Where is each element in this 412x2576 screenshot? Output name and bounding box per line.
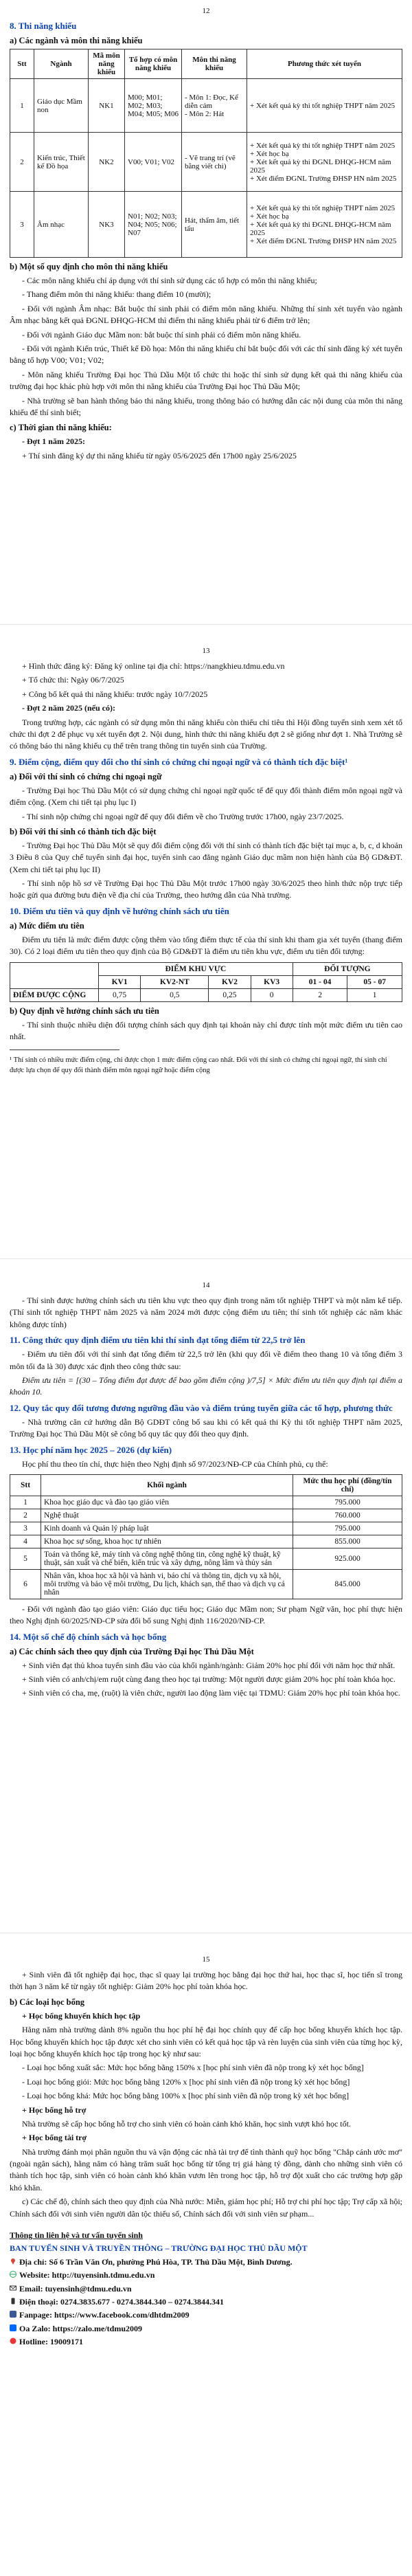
paragraph: + Hình thức đăng ký: Đăng ký online tại địa chỉ: https://nangkhieu.tdmu.edu.vn — [22, 661, 285, 671]
subsection-heading: a) Các chính sách theo quy định của Trường Đại học Thủ Dầu Một — [10, 1646, 254, 1656]
contact-fanpage[interactable]: Fanpage: https://www.facebook.com/dhtdm2009 — [10, 2309, 402, 2321]
table-cell: M00; M01; M02; M03; M04; M05; M06 — [125, 79, 182, 133]
table-cell: Nghệ thuật — [41, 1509, 293, 1522]
paragraph: - Trường Đại học Thủ Dầu Một có sử dụng chứng chỉ ngoại ngữ quốc tế để quy đổi thành điểm môn ngoại ngữ và điểm cộng. (Xem chi tiết tại phụ lục I) — [10, 785, 402, 808]
table-cell: 925.000 — [293, 1548, 402, 1569]
table-cell: NK2 — [89, 133, 125, 192]
paragraph: + Sinh viên có cha, mẹ, (ruột) là viên chức, người lao động làm việc tại TDMU: Giảm 20% học phí toàn khóa học. — [22, 1688, 400, 1698]
table-cell: + Xét kết quả kỳ thi tốt nghiệp THPT năm 2025 + Xét học bạ + Xét kết quả kỳ thi ĐGNL ĐHQG-HCM năm 2025 + Xét điểm ĐGNL Trường ĐHSP HN năm 2025 — [247, 133, 402, 192]
table-row — [10, 1509, 402, 1522]
table-cell: NK3 — [89, 192, 125, 258]
page-15 — [0, 1948, 412, 2570]
table-row — [10, 1548, 402, 1569]
subsection-heading: b) Đối với thí sinh có thành tích đặc biệt — [10, 826, 157, 836]
table-row — [10, 133, 402, 192]
table-cell: Kinh doanh và Quản lý pháp luật — [41, 1522, 293, 1535]
table-cell: V00; V01; V02 — [125, 133, 182, 192]
table-header: Môn thi năng khiếu — [182, 49, 247, 79]
table-cell: 0,5 — [141, 988, 209, 1001]
table-cell: 3 — [10, 1522, 41, 1535]
location-icon — [10, 2256, 16, 2263]
paragraph: Trong trường hợp, các ngành có sử dụng môn thi năng khiếu còn thiếu chỉ tiêu thì Hội đồng tuyển sinh xem xét tổ chức thi đợt 2 để phục vụ xét tuyển đợt 2. Nội dung, hình thức thi năng khiếu đợt 2 sẽ giống như đợt 1. Nhà Trường sẽ có thông báo thi năng khiếu cụ thể trên trang thông tin tuyển sinh của Trường. — [10, 717, 402, 751]
paragraph: + Tổ chức thi: Ngày 06/7/2025 — [22, 675, 124, 685]
page-separator — [0, 1258, 412, 1274]
page-number: 15 — [202, 1955, 210, 1964]
paragraph: Điểm ưu tiên là mức điểm được cộng thêm vào tổng điểm thực tế của thí sinh khi tham gia xét tuyển (thang điểm 30). Có 2 loại điểm ưu tiên theo quy định của Bộ GD&ĐT là điểm ưu tiên khu vực, điểm ưu tiên đối tượng: — [10, 934, 402, 957]
section-heading: 8. Thi năng khiếu — [10, 21, 77, 31]
table-cell: ĐIỂM ĐƯỢC CỘNG — [10, 988, 99, 1001]
section-heading: 12. Quy tắc quy đổi tương đương ngưỡng đầu vào và điểm trúng tuyển giữa các tổ hợp, phương thức — [10, 1402, 393, 1413]
paragraph: - Loại học bổng khá: Mức học bổng bằng 100% x [học phí sinh viên đã nộp trong kỳ xét học bổng] — [22, 2091, 350, 2101]
table-cell: 2 — [293, 988, 347, 1001]
page-13 — [0, 640, 412, 1258]
table-row — [10, 962, 402, 975]
table-cell — [10, 962, 99, 988]
subsection-heading: a) Đối với thí sinh có chứng chỉ ngoại ngữ — [10, 771, 162, 781]
footnote: ¹ Thí sinh có nhiều mức điểm cộng, chỉ được chọn 1 mức điểm cộng cao nhất. Đối với thí sinh có chứng chỉ ngoại ngữ, thí sinh chỉ được lựa chọn để quy đổi thành điểm môn ngoại ngữ hoặc điểm cộng — [10, 1056, 387, 1074]
table-cell: 2 — [10, 133, 34, 192]
paragraph: - Trường Đại học Thủ Dầu Một sẽ quy đổi điểm cộng đối với thí sinh có thành tích đặc biệt tại mục a, b, c, d khoản 3 Điều 8 của Quy chế tuyển sinh đại học, tuyển sinh cao đẳng ngành Giáo dục mầm non hiện hành của Bộ GD&ĐT. (Xem chi tiết tại phụ lục II) — [10, 840, 402, 874]
table-header: KV2-NT — [141, 975, 209, 988]
section-heading: 9. Điểm cộng, điểm quy đổi cho thí sinh có chứng chỉ ngoại ngữ và có thành tích đặc biệt¹ — [10, 756, 348, 767]
table-cell: 855.000 — [293, 1535, 402, 1548]
section-heading: 11. Công thức quy định điểm ưu tiên khi thí sinh đạt tổng điểm từ 22,5 trở lên — [10, 1335, 306, 1346]
paragraph: - Đợt 2 năm 2025 (nếu có): — [22, 703, 115, 713]
table-row — [10, 1569, 402, 1599]
table-cell: 6 — [10, 1569, 41, 1599]
paragraph: - Loại học bổng xuất sắc: Mức học bổng bằng 150% x [học phí sinh viên đã nộp trong kỳ xét học bổng] — [22, 2063, 364, 2073]
phone-icon — [10, 2296, 16, 2303]
paragraph: Học phí thu theo tín chỉ, thực hiện theo Nghị định số 97/2023/NĐ-CP của Chính phủ, cụ thể: — [22, 1458, 328, 1469]
table-cell: 795.000 — [293, 1496, 402, 1509]
section-heading: 10. Điểm ưu tiên và quy định về hướng chính sách ưu tiên — [10, 905, 229, 916]
scholarship-heading: + Học bổng khuyến khích học tập — [22, 2010, 141, 2021]
table-header: KV3 — [251, 975, 293, 988]
page-number: 13 — [202, 647, 210, 655]
table-header: ĐỐI TƯỢNG — [293, 962, 402, 975]
table-header: Mức thu học phí (đồng/tín chỉ) — [293, 1474, 402, 1496]
table-cell: + Xét kết quả kỳ thi tốt nghiệp THPT năm 2025 + Xét học bạ + Xét kết quả kỳ thi ĐGNL ĐHQG-HCM năm 2025 + Xét điểm ĐGNL Trường ĐHSP HN năm 2025 — [247, 192, 402, 258]
table-header: KV1 — [99, 975, 141, 988]
table-header: Stt — [10, 49, 34, 79]
table-cell: 760.000 — [293, 1509, 402, 1522]
paragraph: - Môn năng khiếu Trường Đại học Thủ Dầu Một tổ chức thi hoặc thí sinh sử dụng kết quả thi năng khiếu của trường đại học khác phù hợp với môn thi năng khiếu của Trường Đại học Thủ Dầu Một; — [10, 369, 402, 392]
contact-title: Thông tin liên hệ và tư vấn tuyển sinh — [10, 2230, 143, 2241]
paragraph: Hằng năm nhà trường dành 8% nguồn thu học phí hệ đại học chính quy để cấp học bổng khuyến khích học tập. Học bổng khuyến khích học tập được xét cho sinh viên có kết quả học tập và rèn luyện của sinh viên của từng học kỳ, loại học bổng khuyến khích học tập trong học kỳ như sau: — [10, 2025, 402, 2058]
paragraph: - Đối với ngành Âm nhạc: Bắt buộc thí sinh phải có điểm môn năng khiếu. Những thí sinh xét tuyển vào ngành Âm nhạc bằng kết quả ĐGNL ĐHQG-HCM thì điểm thi năng khiếu phải từ 6 điểm trở lên; — [10, 303, 402, 326]
contact-org: BAN TUYỂN SINH VÀ TRUYỀN THÔNG – TRƯỜNG ĐẠI HỌC THỦ DẦU MỘT — [10, 2243, 308, 2254]
scholarship-heading: + Học bổng hỗ trợ — [22, 2105, 87, 2115]
paragraph: - Thí sinh thuộc nhiều diện đối tượng chính sách quy định tại khoản này chỉ được tính một mức điểm ưu tiên cao nhất. — [10, 1019, 402, 1042]
table-cell: - Vẽ trang trí (vẽ bằng viết chì) — [182, 133, 247, 192]
paragraph: - Nhà trường căn cứ hướng dẫn Bộ GDĐT công bố sau khi có kết quả thi Kỳ thi tốt nghiệp THPT năm 2025, Trường Đại học Thủ Dầu Một sẽ công bố quy tắc quy đổi theo quy định. — [10, 1417, 402, 1439]
table-header: ĐIỂM KHU VỰC — [99, 962, 293, 975]
table-cell: 0,75 — [99, 988, 141, 1001]
table-cell: N01; N02; N03; N04; N05; N06; N07 — [125, 192, 182, 258]
subsection-heading: b) Một số quy định cho môn thi năng khiếu — [10, 262, 168, 271]
table-cell: Toán và thống kê, máy tính và công nghệ thông tin, công nghệ kỹ thuật, kỹ thuật, sản xuất và chế biến, kiến trúc và xây dựng, nông lâm và thủy sản — [41, 1548, 293, 1569]
paragraph: - Nhà trường sẽ ban hành thông báo thi năng khiếu, trong thông báo có hướng dẫn các nội dung của môn thi năng khiếu để thí sinh biết; — [10, 395, 402, 417]
paragraph: - Đối với ngành đào tạo giáo viên: Giáo dục tiểu học; Giáo dục Mầm non; Sư phạm Ngữ văn, học phí thực hiện theo Nghị định 60/2025/NĐ-CP sửa đổi bổ sung Nghị định 116/2020/NĐ-CP. — [10, 1603, 402, 1626]
page-separator — [0, 1933, 412, 1948]
facebook-icon — [10, 2309, 16, 2316]
table-cell: 845.000 — [293, 1569, 402, 1599]
paragraph: - Thang điểm môn thi năng khiếu: thang điểm 10 (mười); — [22, 289, 211, 300]
table-row — [10, 1496, 402, 1509]
paragraph: c) Các chế độ, chính sách theo quy định của Nhà nước: Miễn, giảm học phí; Hỗ trợ chi phí học tập; Trợ cấp xã hội; Chính sách đối với sinh viên người dân tộc thiểu số, Chính sách đối với sinh viên sư phạm... — [10, 2197, 402, 2219]
table-cell: Kiến trúc, Thiết kế Đồ họa — [34, 133, 89, 192]
section-heading: 14. Một số chế độ chính sách và học bổng — [10, 1631, 167, 1642]
contact-block — [10, 2230, 402, 2349]
table-cell: 1 — [10, 79, 34, 133]
table-cell: Âm nhạc — [34, 192, 89, 258]
table-row — [10, 988, 402, 1001]
table-cell: Giáo dục Mầm non — [34, 79, 89, 133]
table-header: 01 - 04 — [293, 975, 347, 988]
subsection-heading: b) Các loại học bổng — [10, 1997, 85, 2007]
table-row — [10, 192, 402, 258]
tuition-table — [10, 1474, 402, 1599]
scholarship-heading: + Học bổng tài trợ — [22, 2133, 87, 2143]
section-heading: 13. Học phí năm học 2025 – 2026 (dự kiến) — [10, 1444, 172, 1455]
table-header: KV2 — [209, 975, 251, 988]
paragraph: - Đối với ngành Kiến trúc, Thiết kế Đồ họa: Môn thi năng khiếu chỉ bắt buộc đối với các thí sinh đăng ký xét tuyển bằng tổ hợp V00; V01; V02; — [10, 343, 402, 366]
table-row — [10, 1522, 402, 1535]
contact-zalo[interactable]: Oa Zalo: https://zalo.me/tdmu2009 — [10, 2323, 402, 2335]
paragraph: + Sinh viên đạt thủ khoa tuyển sinh đầu vào của khối ngành/ngành: Giảm 20% học phí đối với năm học thứ nhất. — [22, 1660, 396, 1670]
table-header: Khối ngành — [41, 1474, 293, 1496]
subsection-heading: c) Thời gian thi năng khiếu: — [10, 423, 112, 433]
page-number: 14 — [202, 1281, 210, 1289]
table-header: Mã môn năng khiếu — [89, 49, 125, 79]
table-cell: Hát, thẩm âm, tiết tấu — [182, 192, 247, 258]
subsection-heading: b) Quy định về hưởng chính sách ưu tiên — [10, 1006, 159, 1016]
contact-address: Địa chỉ: Số 6 Trần Văn Ơn, phường Phú Hòa, TP. Thủ Dầu Một, Bình Dương. — [10, 2256, 402, 2268]
paragraph: - Đợt 1 năm 2025: — [22, 436, 85, 447]
table-header: Stt — [10, 1474, 41, 1496]
contact-email[interactable]: Email: tuyensinh@tdmu.edu.vn — [10, 2283, 402, 2295]
table-cell: Khoa học giáo dục và đào tạo giáo viên — [41, 1496, 293, 1509]
table-cell: 2 — [10, 1509, 41, 1522]
globe-icon — [10, 2269, 16, 2276]
paragraph: - Loại học bổng giỏi: Mức học bổng bằng 120% x [học phí sinh viên đã nộp trong kỳ xét học bổng] — [22, 2076, 350, 2087]
paragraph: - Thí sinh nộp hồ sơ về Trường Đại học Thủ Dầu Một trước 17h00 ngày 30/6/2025 theo hình thức nộp trực tiếp hoặc gửi qua đường bưu điện về địa chỉ của Trường, theo hướng dẫn của Nhà trường. — [10, 878, 402, 900]
mail-icon — [10, 2283, 16, 2290]
table-cell: 795.000 — [293, 1522, 402, 1535]
aptitude-table — [10, 49, 402, 258]
table-cell: + Xét kết quả kỳ thi tốt nghiệp THPT năm 2025 — [247, 79, 402, 133]
table-cell: 0,25 — [209, 988, 251, 1001]
page-number: 12 — [202, 7, 210, 15]
page-12 — [0, 0, 412, 624]
hotline-icon — [10, 2336, 16, 2343]
page-14 — [0, 1274, 412, 1933]
paragraph: + Thí sinh đăng ký dự thi năng khiếu từ ngày 05/6/2025 đến 17h00 ngày 25/6/2025 — [22, 450, 297, 460]
paragraph: + Sinh viên đã tốt nghiệp đại học, thạc sĩ quay lại trường học bằng đại học thứ hai, học thạc sĩ, học tiến sĩ trong thời hạn 3 năm kể từ ngày tốt nghiệp: Giảm 20% học phí toàn khóa học. — [10, 1970, 402, 1992]
table-row — [10, 79, 402, 133]
table-row — [10, 1474, 402, 1496]
table-cell: 1 — [10, 1496, 41, 1509]
table-header: 05 - 07 — [347, 975, 402, 988]
table-cell: Nhân văn, khoa học xã hội và hành vi, báo chí và thông tin, dịch vụ xã hội, môi trường và bảo vệ môi trường, Du lịch, khách sạn, thể thao và dịch vụ cá nhân — [41, 1569, 293, 1599]
paragraph: - Các môn năng khiếu chỉ áp dụng với thí sinh sử dụng các tổ hợp có môn thi năng khiếu; — [22, 276, 317, 285]
paragraph: Nhà trường sẽ cấp học bổng hỗ trợ cho sinh viên có hoàn cảnh khó khăn, học sinh vượt khó học tốt. — [22, 2118, 351, 2129]
paragraph: - Thí sinh nộp chứng chỉ ngoại ngữ để quy đổi điểm về cho Trường trước 17h00, ngày 23/7/2025. — [22, 811, 344, 821]
zalo-icon — [10, 2323, 16, 2330]
contact-phone[interactable]: Điện thoại: 0274.3835.677 - 0274.3844.340 – 0274.3844.341 — [10, 2296, 402, 2308]
contact-hotline[interactable]: Hotline: 19009171 — [10, 2336, 402, 2348]
priority-table — [10, 962, 402, 1002]
paragraph: Nhà trường đánh mọi phân nguồn thu và vận động các nhà tài trợ để tình thành quỹ học bổng "Chắp cánh ước mơ" (ngoài ngân sách), hằng năm có hàng trăm suất học bổng từ tổng trị giá hàng tỷ đồng, dành cho những sinh viên có thành tích học tập, sinh viên có hoàn cảnh khó khăn vươn lên trong học tập, hỗ trợ đột xuất cho các trường hợp gặp khó khăn. — [10, 2146, 402, 2192]
subsection-heading: a) Các ngành và môn thi năng khiếu — [10, 36, 143, 45]
table-cell: 1 — [347, 988, 402, 1001]
paragraph: - Điểm ưu tiên đối với thí sinh đạt tổng điểm từ 22,5 trở lên (khi quy đổi về điểm theo thang 10 và tổng điểm 3 môn tối đa là 30) được xác định theo công thức sau: — [10, 1349, 402, 1371]
formula: Điểm ưu tiên = [(30 – Tổng điểm đạt được để bao gồm điểm cộng )/7,5] × Mức điểm ưu tiên quy định tại điểm a khoản 10. — [10, 1375, 402, 1397]
table-header: Phương thức xét tuyển — [247, 49, 402, 79]
table-cell: - Môn 1: Đọc, Kể diễn cảm - Môn 2: Hát — [182, 79, 247, 133]
paragraph: - Đối với ngành Giáo dục Mầm non: bắt buộc thí sinh phải có điểm môn năng khiếu. — [22, 329, 301, 340]
page-separator — [0, 624, 412, 640]
table-cell: 0 — [251, 988, 293, 1001]
table-header: Ngành — [34, 49, 89, 79]
table-row — [10, 1535, 402, 1548]
table-cell: 3 — [10, 192, 34, 258]
table-header: Tổ hợp có môn năng khiếu — [125, 49, 182, 79]
table-cell: 5 — [10, 1548, 41, 1569]
paragraph: + Sinh viên có anh/chị/em ruột cùng đang theo học tại trường: Một người được giảm 20% học phí toàn khóa học. — [22, 1674, 396, 1685]
contact-website[interactable]: Website: http://tuyensinh.tdmu.edu.vn — [10, 2269, 402, 2281]
table-cell: Khoa học sự sống, khoa học tự nhiên — [41, 1535, 293, 1548]
subsection-heading: a) Mức điểm ưu tiên — [10, 920, 84, 931]
paragraph: + Công bố kết quả thi năng khiếu: trước ngày 10/7/2025 — [22, 689, 208, 699]
table-cell: 4 — [10, 1535, 41, 1548]
table-cell: NK1 — [89, 79, 125, 133]
paragraph: - Thí sinh được hưởng chính sách ưu tiên khu vực theo quy định trong năm tốt nghiệp THPT và một năm kế tiếp. (Thí sinh tốt nghiệp THPT năm 2025 và năm 2024 mới được cộng điểm ưu tiên; thí sinh tốt nghiệp các năm khác không được tính) — [10, 1296, 402, 1329]
